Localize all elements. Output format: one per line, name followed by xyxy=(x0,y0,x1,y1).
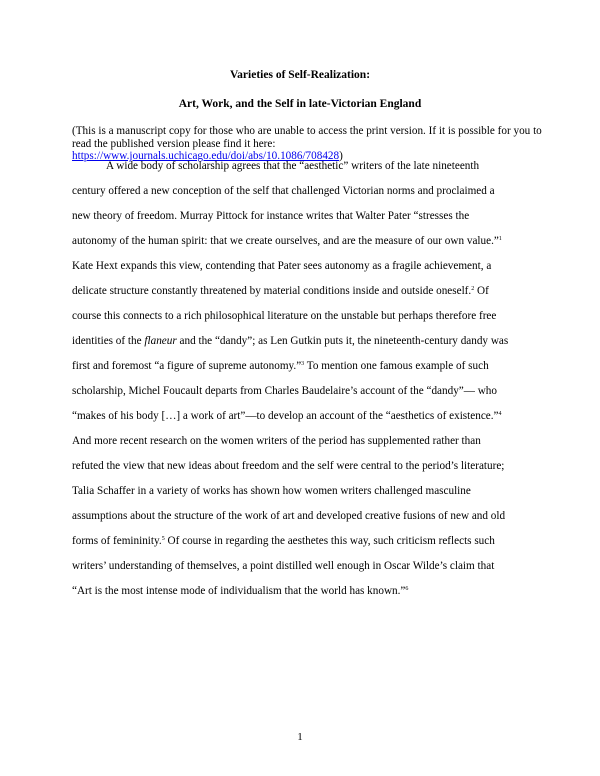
published-version-link[interactable]: https://www.journals.uchicago.edu/doi/abs/10.1086/708428 xyxy=(72,150,340,163)
body-line: new theory of freedom. Murray Pittock for instance writes that Walter Pater “stresses the xyxy=(72,210,470,222)
body-line: century offered a new conception of the self that challenged Victorian norms and proclaimed a xyxy=(72,185,495,197)
title-line-1: Varieties of Self-Realization: xyxy=(229,69,371,81)
body-line: writers’ understanding of themselves, a point distilled well enough in Oscar Wilde’s claim that xyxy=(72,560,495,572)
note-text: (This is a manuscript copy for those who are unable to access the print version. If it is possible for you to read the published version please find it here: xyxy=(72,125,542,150)
footnote-marker[interactable]: 6 xyxy=(405,586,409,592)
body-line: identities of the flaneur and the “dandy”; as Len Gutkin puts it, the nineteenth-century dandy was xyxy=(72,335,509,347)
title-line-2: Art, Work, and the Self in late-Victorian England xyxy=(178,98,422,110)
body-line: scholarship, Michel Foucault departs from Charles Baudelaire’s account of the “dandy”— who xyxy=(72,385,497,397)
body-line: “Art is the most intense mode of individualism that the world has known.”$^6$ xyxy=(72,585,409,597)
body-line: autonomy of the human spirit: that we create ourselves, and are the measure of our own value.”$^1$ xyxy=(72,235,502,247)
body-line: delicate structure constantly threatened by material conditions inside and outside oneself.$^2$ Of xyxy=(72,285,489,297)
body-line: Talia Schaffer in a variety of works has shown how women writers challenged masculine xyxy=(72,485,471,497)
body-line: Kate Hext expands this view, contending that Pater sees autonomy as a fragile achievement, a xyxy=(72,260,492,272)
body-line: And more recent research on the women writers of the period has supplemented rather than xyxy=(72,435,481,447)
page-number: 1 xyxy=(297,731,303,743)
body-line: first and foremost “a figure of supreme autonomy.”$^3$ To mention one famous example of such xyxy=(72,360,489,372)
footnote-marker[interactable]: 4 xyxy=(498,411,502,417)
body-line: refuted the view that new ideas about freedom and the self were central to the period’s literature; xyxy=(72,460,505,472)
body-line: assumptions about the structure of the work of art and developed creative fusions of new and old xyxy=(72,510,506,522)
footnote-marker[interactable]: 5 xyxy=(161,536,165,542)
italic-term: flaneur xyxy=(144,335,177,347)
note-close: ) xyxy=(339,150,343,163)
footnote-marker[interactable]: 1 xyxy=(498,236,502,242)
footnote-marker[interactable]: 3 xyxy=(301,361,305,367)
body-line: course this connects to a rich philosophical literature on the unstable but perhaps therefore free xyxy=(72,310,497,322)
body-line: forms of femininity.$^5$ Of course in regarding the aesthetes this way, such criticism reflects such xyxy=(72,535,495,547)
footnote-marker[interactable]: 2 xyxy=(471,286,475,292)
body-line: “makes of his body […] a work of art”—to develop an account of the “aesthetics of existence.”$^4$ xyxy=(72,410,502,422)
body-line: A wide body of scholarship agrees that the “aesthetic” writers of the late nineteenth xyxy=(106,160,480,172)
manuscript-note xyxy=(72,125,542,163)
